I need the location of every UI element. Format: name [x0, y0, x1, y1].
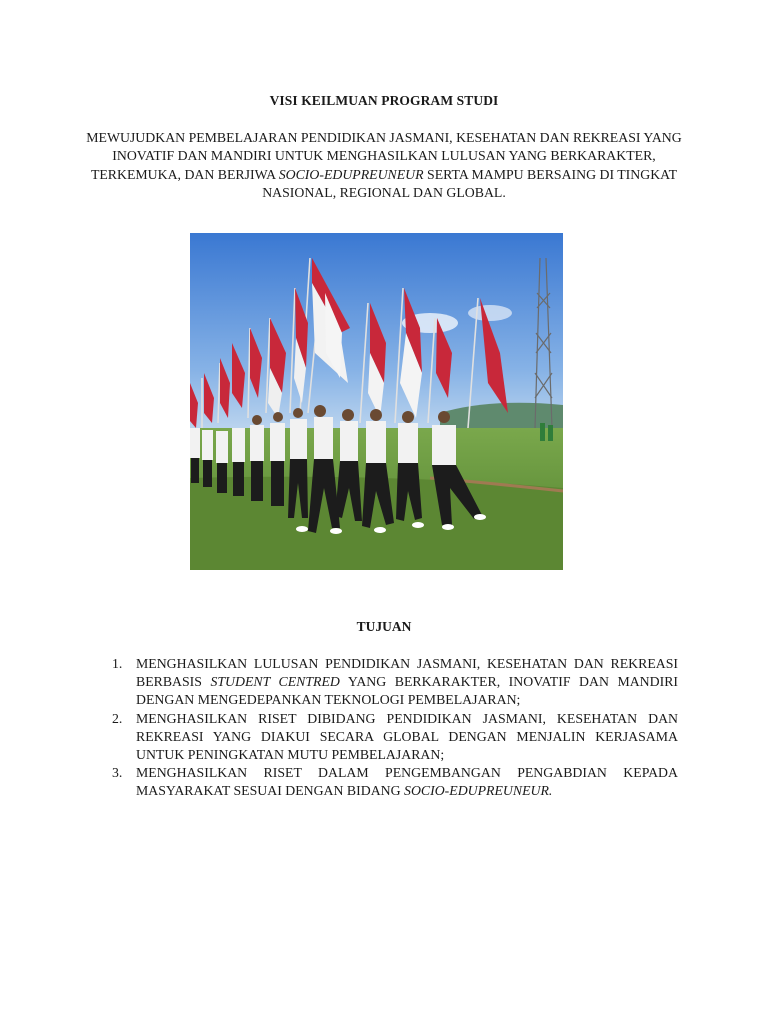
goal-text: MENGHASILKAN RISET DIBIDANG PENDIDIKAN JASMANI, KESEHATAN DAN REKREASI YANG DIAKUI SECARA GLOBAL DENGAN MENJALIN KERJASAMA UNTUK PENINGKATAN MUTU PEMBELAJARAN; [136, 710, 678, 763]
goal-emphasis: SOCIO-EDUPREUNEUR. [404, 783, 553, 799]
vision-emphasis: SOCIO-EDUPREUNEUR [278, 166, 424, 182]
goal-text: MENGHASILKAN LULUSAN PENDIDIKAN JASMANI, KESEHATAN DAN REKREASI BERBASIS [136, 656, 678, 690]
goal-number: 2. [112, 710, 123, 726]
goal-emphasis: STUDENT CENTRED [210, 674, 340, 690]
list-item [106, 655, 678, 710]
goals-list [106, 655, 678, 801]
goals-heading: TUJUAN [356, 619, 412, 634]
page-title: VISI KEILMUAN PROGRAM STUDI [269, 93, 499, 108]
list-item [106, 710, 678, 765]
list-item [106, 764, 678, 800]
goal-text-end: YANG BERKARAKTER, INOVATIF DAN MANDIRI DENGAN MENGEDEPANKAN TEKNOLOGI PEMBELAJARAN; [136, 674, 678, 708]
vision-text-1: MEWUJUDKAN PEMBELAJARAN PENDIDIKAN JASMANI, KESEHATAN DAN REKREASI YANG INOVATIF DAN MANDIRI UNTUK MENGHASILKAN LULUSAN YANG BERKARAKTER, TERKEMUKA, DAN BERJIWA [86, 130, 682, 182]
goal-text: MENGHASILKAN RISET DALAM PENGEMBANGAN PENGABDIAN KEPADA MASYARAKAT SESUAI DENGAN BIDANG [136, 765, 678, 799]
vision-statement [80, 129, 688, 202]
goal-number: 1. [112, 656, 123, 671]
marching-flag-bearers-photo [190, 233, 563, 570]
goal-number: 3. [112, 765, 123, 781]
vision-text-2: SERTA MAMPU BERSAING DI TINGKAT NASIONAL, REGIONAL DAN GLOBAL. [262, 166, 678, 200]
